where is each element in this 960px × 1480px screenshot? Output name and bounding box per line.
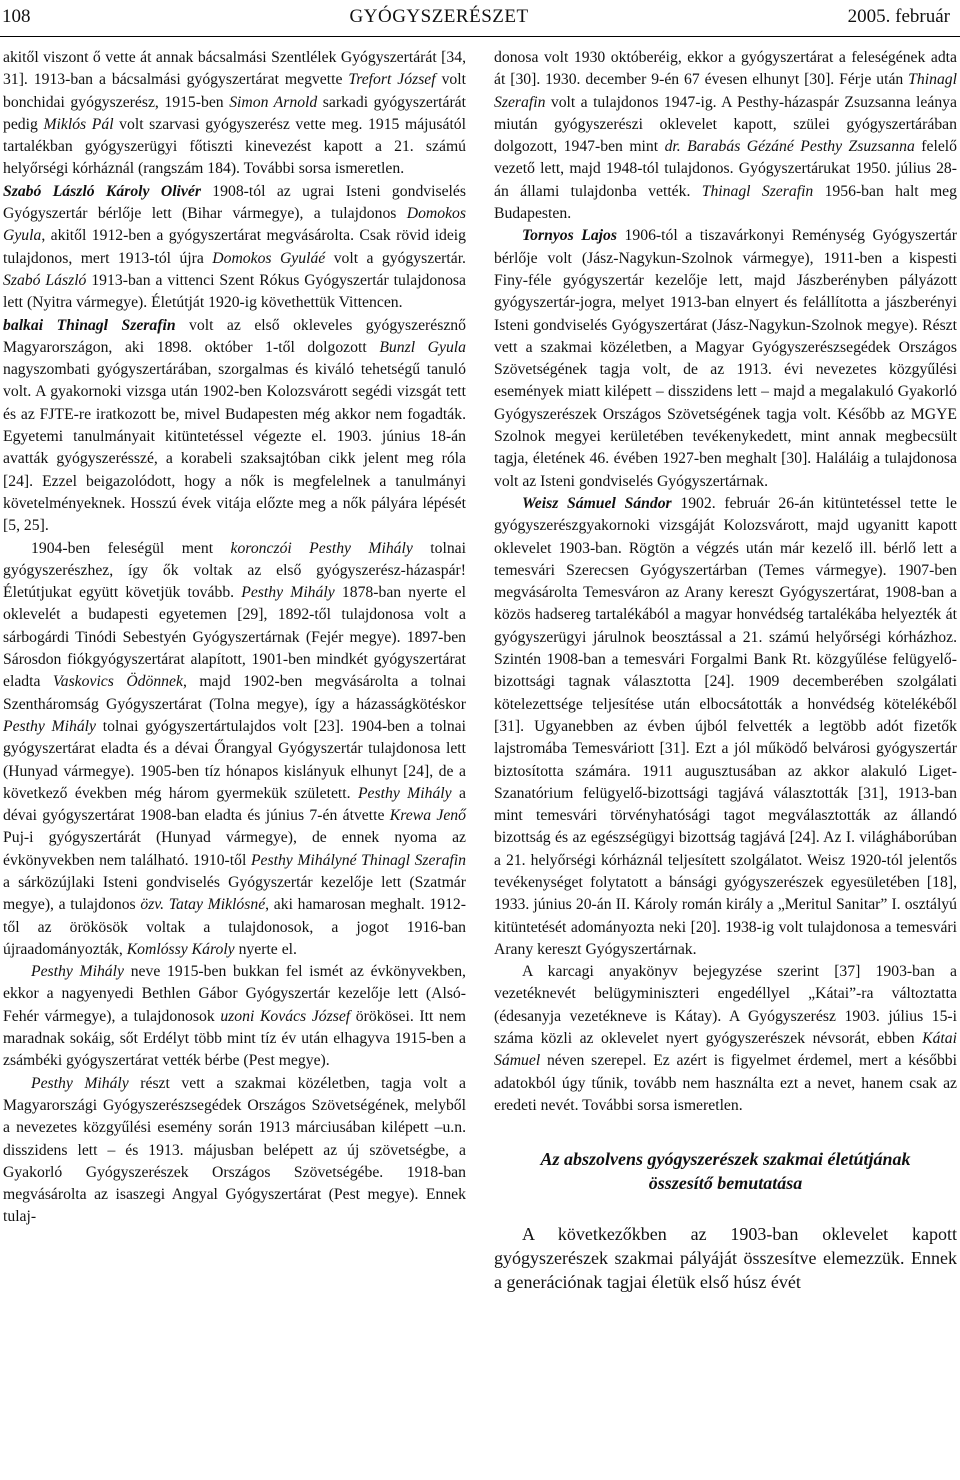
text: 1904-ben feleségül ment xyxy=(31,539,231,557)
text: felelő vezető lett, majd 1948-tól tulajdonos. Gyógyszertárukat 1950. július 28-án állami tulajdonba vették. xyxy=(494,138,957,200)
text: , aki hamarosan meghalt. 1912-től az örökösök voltak a tulajdonosok, a jogot 1916-ban újraadományozták, xyxy=(3,896,466,958)
paragraph xyxy=(494,47,957,225)
text: 1906-tól a tiszavárkonyi Reménység Gyógyszertár bérlője volt (Jász-Nagykun-Szolnok vármegye), 1911-ben a kispesti Finy-féle gyógyszertár kezelője lett, majd Jászberényben pályázott gyógyszertár-jogra, melyet 1913-ban elnyert és felállította a jászberényi Isteni gondviselés Gyógyszertárat (Jász-Nagykun-Szolnok megye). Részt vett a szakmai közéletben, a Magyar Gyógyszerészsegédek Országos Szövetségének tagja volt, de az 1913. évi nevezetes közgyűlési események miatt kilépett – disszidens lett – majd a megalakuló Gyakorló Gyógyszerészek Országos Szövetségének tagja volt. Később az MGYE Szolnok megyei kerületében tevékenykedett, mint annak megbecsült tagja, életének 46. évében 1927-ben meghalt [30]. Haláláig a tulajdonosa volt az Isteni gondviselés Gyógyszertárnak. xyxy=(494,227,957,490)
person-name-heading: Szabó László Károly Olivér xyxy=(3,182,201,200)
text: volt a tulajdonos 1947-ig. A Pesthy-házaspár Zsuzsanna leánya miután gyógyszerészi oklevelet kapott, szülei gyógyszertárában dolgozott, 1947-ben mint xyxy=(494,93,957,156)
journal-title: GYÓGYSZERÉSZET xyxy=(349,6,529,27)
issue-date: 2005. február xyxy=(847,6,950,27)
text: , majd 1902-ben megvásárolta a tolnai Szentháromság Gyógyszertárat (Tolna megye), így a házasságkötéskor xyxy=(3,673,466,713)
header-rule xyxy=(0,36,960,37)
person-name: uzoni Kovács József xyxy=(220,1007,351,1025)
person-name-heading: Tornyos Lajos xyxy=(522,227,617,245)
text: A következőkben az 1903-ban oklevelet kapott gyógyszerészek szakmai pályáját összesítve elemezzük. Ennek a generációnak tagjai életük első húsz évét xyxy=(494,1224,957,1293)
person-name: Pesthy Mihály xyxy=(31,1074,129,1092)
text: sarkadi gyógyszertárát pedig xyxy=(3,93,466,133)
person-name: Szabó László xyxy=(3,271,87,289)
text: 1902. február 26-án kitüntetéssel tette le gyógyszerészgyakornoki vizsgáját Kolozsvárott, majd ugyanitt kapott oklevelet 1903-ban. Rögtön a végzés után már kezelő ill. bérlő lett a temesvári Szerecsen Gyógyszertárban (Temes vármegye). 1907-ben megvásárolta Temesváron az Arany kereszt Gyógyszertárat, 1908-ban a közös hadsereg tartalékából a magyar honvédség tartalékába helyezték át gyógyszerügyi járulnok beosztással a 21. számú helyőrségi kórházhoz. Szintén 1908-ban a temesvári Forgalmi Bank Rt. közgyűlése felügyelő-bizottsági tagnak választotta [24]. 1909 decemberében szolgálati kötelezettsége teljesítése után elbocsátották a honvédség kötelékéből [31]. Ugyanebben az évben újból felvették a legtöbb adót fizetők lajstromába Temesváriott [31]. Ezt a jól működő belvárosi gyógyszertár biztosította számára. 1911 augusztusában az akkor alakuló Liget-Szanatórium felügyelő-bizottsági tagjává választották [31], 1913-ban mint temesvári törvényhatósági tagot megválasztották az állandó bizottság és az egészségügyi bizottság tagjává [24]. Az I. világháborúban a 21. helyőrségi kórháznál teljesített szolgálatot. Weisz 1920-tól jelentős tevékenységet folytatott a bánsági gyógyszerészek egyesületében [18], 1933. június 20-án II. Károly román király a „Meritul Sanitar” I. osztályú kitüntetését adományozta neki [20]. 1938-ig volt tulajdonosa a temesvári Arany kereszt Gyógyszertárnak. xyxy=(494,494,958,958)
text: nagyszombati gyógyszertárában, szorgalmas és kiváló tehetségű tanuló volt. A gyakornoki vizsga után 1902-ben Kolozsvárott segédi vizsgát tett és az FJTE-re iratkozott be, mivel Budapesten még akkor nem fogadták. Egyetemi tanulmányait kitüntetéssel végezte el. 1903. június 18-án avatták gyógyszerésszé, a korabeli szaksajtóban cikk jelent meg róla [24]. Ezzel beigazolódott, hogy a nők is megfelelnek a tanulmányi követelményeknek. Hosszú évek vitája előzte meg a nők pályára lépését [5, 25]. xyxy=(3,361,466,535)
person-name: Pesthy Mihályné Thinagl Szerafin xyxy=(250,851,466,869)
person-name: Thinagl Szerafin xyxy=(701,182,814,200)
text: 1908-tól az ugrai Isteni gondviselés Gyógyszertár bérlője lett (Bihar vármegye), a tulajdonos xyxy=(3,182,466,223)
text: örökösei. Itt nem maradnak sokáig, sőt Erdélyt több mint tíz év után elhagyva 1915-ben a zsámbéki gyógyszertárat vették bérbe (Pest megye). xyxy=(3,1007,467,1070)
text: 1878-ban nyerte el oklevelét a budapesti egyetemen [29], 1892-től tulajdonosa volt a sárbogárdi Tinódi Sebestyén Gyógyszertárnak (Fejér megye). 1897-ben Sárosdon fiókgyógyszertárat alapított, 1901-ben mindkét gyógyszertárat eladta xyxy=(3,584,466,691)
person-name: Kátai Sámuel xyxy=(494,1030,957,1070)
text: 1956-ban halt meg Budapesten. xyxy=(494,182,957,223)
text: akitől viszont ő vette át annak bácsalmási Szentlélek Gyógyszertárát [34, 31]. 1913-ban a bácsalmási gyógyszertárat megvette xyxy=(3,49,466,89)
person-name: Simon Arnold xyxy=(229,93,318,111)
paragraph xyxy=(494,961,957,1117)
text: donosa volt 1930 októberéig, ekkor a gyógyszertárat a feleségének adta át [30]. 1930. december 9-én 67 évesen elhunyt [30]. Férje után xyxy=(494,49,957,89)
person-name: Pesthy Mihály xyxy=(3,717,96,735)
paragraph xyxy=(494,225,957,493)
text: volt a gyógyszertár. xyxy=(325,249,466,267)
person-name-heading: Weisz Sámuel Sándor xyxy=(522,494,672,512)
person-name: koronczói Pesthy Mihály xyxy=(230,539,413,557)
paragraph xyxy=(494,493,957,961)
text: neve 1915-ben bukkan fel ismét az évkönyvekben, ekkor a nagyenyedi Bethlen Gábor Gyógyszertár kezelője lett (Alsó-Fehér vármegye), a tulajdonosok xyxy=(3,963,466,1025)
text: a sárközújlaki Isteni gondviselés Gyógyszertár kezelője lett (Szatmár megye), a tulajdonos xyxy=(3,873,466,914)
person-name: dr. Barabás Gézáné Pesthy Zsuzsanna xyxy=(664,138,915,156)
text: volt az első okleveles gyógyszerésznő Magyarországon, aki 1898. október 1-től dolgozott xyxy=(3,316,466,356)
person-name: Domokos Gyuláé xyxy=(212,249,326,267)
person-name-heading: balkai Thinagl Szerafin xyxy=(3,316,176,334)
paragraph xyxy=(3,961,466,1072)
person-name: Domokos Gyula xyxy=(3,205,466,245)
person-name: Miklós Pál xyxy=(43,115,114,133)
person-name: Thinagl Szerafin xyxy=(494,71,957,111)
person-name: Vaskovics Ödönnek xyxy=(52,673,183,691)
person-name: Trefort József xyxy=(348,71,436,89)
text: A karcagi anyakönyv bejegyzése szerint [37] 1903-ban a vezetéknevét belügyminiszteri engedéllyel „Kátai”-ra változtatta (édesanyja vezetékneve is Kátay). A Gyógyszerész 1903. július 15-i száma közli az oklevelet nyert gyógyszerészek névsorát, ebben xyxy=(494,963,957,1048)
right-column xyxy=(494,47,957,1294)
person-name: Pesthy Mihály xyxy=(31,963,124,981)
text: , akitől 1912-ben a gyógyszertárat megvásárolta. Csak rövid ideig tulajdonos, mert 1913-tól újra xyxy=(3,227,466,267)
section-title xyxy=(494,1147,957,1195)
text: tolnai gyógyszerészhez, így ők voltak az első gyógyszerész-házaspár! Életútjukat együtt követjük tovább. xyxy=(3,539,466,602)
person-name: Bunzl Gyula xyxy=(379,338,466,356)
text: részt vett a szakmai közéletben, tagja volt a Magyarországi Gyógyszerészsegédek Országos Szövetségének, melyből a nevezetes közgyűlési esemény során 1913 márciusában kilépett –u.n. disszidens lett – és 1913. májusban belépett az új szövetségbe, a Gyakorló Gyógyszerészek Országos Szövetségébe. 1918-ban megvásárolta az isaszegi Angyal Gyógyszertárat (Pest megye). Ennek tulaj- xyxy=(3,1074,466,1226)
page-number: 108 xyxy=(2,6,31,27)
text: a dévai gyógyszertárat 1908-ban eladta és június 7-én átvette xyxy=(3,784,466,825)
paragraph xyxy=(3,181,466,315)
paragraph xyxy=(494,1222,957,1294)
section-title-line: Az abszolvens gyógyszerészek szakmai életútjának xyxy=(540,1149,911,1170)
person-name: Krewa Jenő xyxy=(389,807,466,825)
text: néven szerepel. Ez azért is figyelmet érdemel, mert a későbbi adatokból úgy tűnik, tovább nem használta ezt a nevet, hanem csak az eredeti nevét. További sorsa ismeretlen. xyxy=(494,1052,957,1114)
paragraph xyxy=(3,538,466,962)
page-header xyxy=(0,0,960,34)
person-name: Pesthy Mihály xyxy=(241,584,335,602)
text: volt bonchidai gyógyszerész, 1915-ben xyxy=(3,71,466,111)
paragraph xyxy=(3,1073,466,1229)
person-name: özv. Tatay Miklósné xyxy=(140,896,266,914)
text: Puj-i gyógyszertárát (Hunyad vármegye), de ennek nyoma az évkönyvekben nem található. 1910-től xyxy=(3,829,466,869)
text: tolnai gyógyszertártulajdos volt [23]. 1904-ben a tolnai gyógyszertárat eladta és a dévai Őrangyal Gyógyszertár tulajdonosa lett (Hunyad vármegye). 1905-ben tíz hónapos kislányuk elhunyt [24], de a következő években még három gyermekük született. xyxy=(3,717,466,802)
text: nyerte el. xyxy=(234,940,297,958)
paragraph xyxy=(3,315,466,538)
person-name: Pesthy Mihály xyxy=(357,784,452,802)
paragraph xyxy=(3,47,466,181)
section-title-line: összesítő bemutatása xyxy=(648,1173,803,1194)
text: volt szarvasi gyógyszerész vette meg. 1915 májusától tartalékban gyógyszerügyi főtiszti kinevezést kapott a 21. számú helyőrségi kórháznál (rangszám 184). További sorsa ismeretlen. xyxy=(3,115,467,178)
text: 1913-ban a vittenci Szent Rókus Gyógyszertár tulajdonosa lett (Nyitra vármegye). Életútját 1920-ig követhettük Vittencen. xyxy=(3,271,466,312)
person-name: Komlóssy Károly xyxy=(126,940,235,958)
left-column xyxy=(3,47,466,1229)
